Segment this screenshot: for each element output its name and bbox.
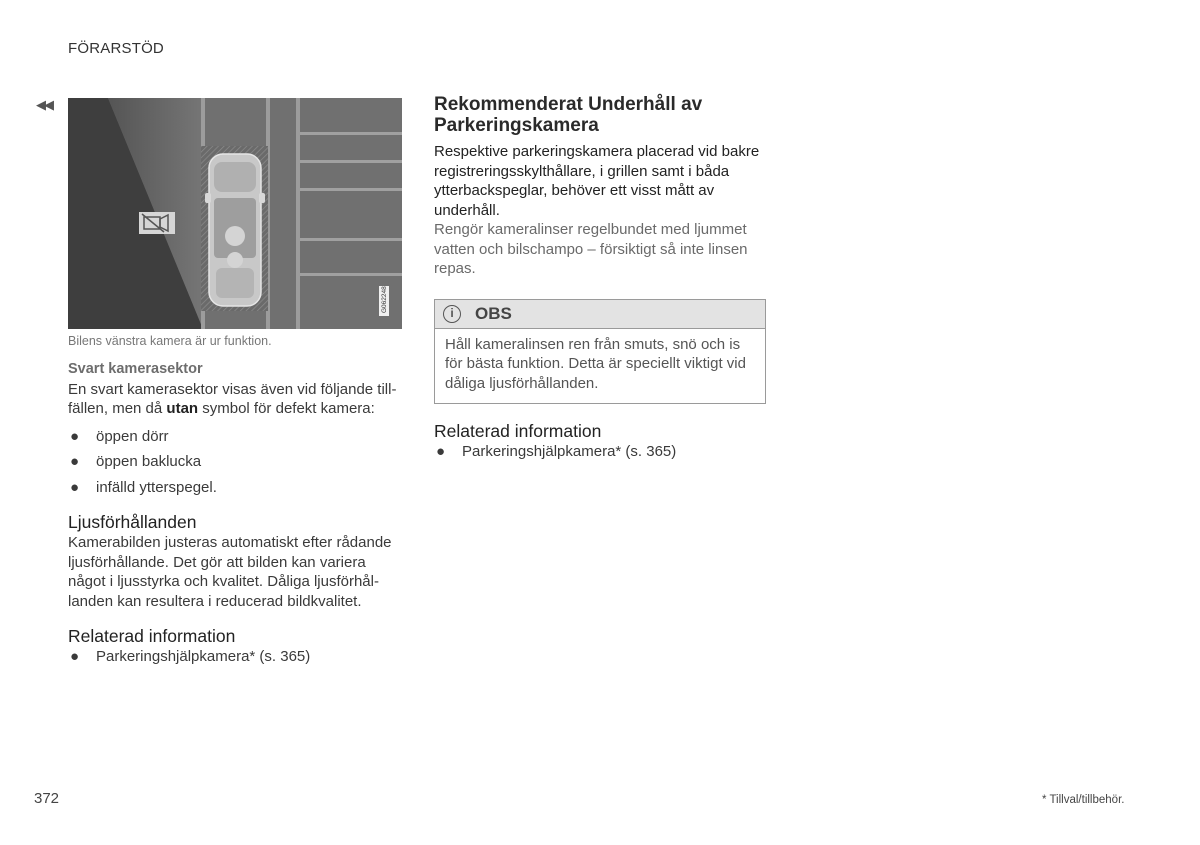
heading-related-info: Relaterad information <box>68 626 236 646</box>
obs-text: Håll kameralinsen ren från smuts, snö och is för bästa funktion. Detta är speciellt viktigt vid dåliga ljusförhållanden. <box>445 335 746 392</box>
left-column <box>68 360 402 673</box>
camera-view-figure <box>68 98 402 329</box>
bullet-icon: ● <box>70 478 80 496</box>
info-icon: i <box>443 305 461 323</box>
related-link[interactable]: ● Parkeringshjälpkamera* (s. 365) <box>436 443 677 460</box>
list-item: ● öppen baklucka <box>70 453 202 470</box>
related-list <box>68 647 402 667</box>
list-item: ● infälld ytterspegel. <box>70 478 217 496</box>
related-list-right <box>434 442 766 462</box>
heading-light-conditions: Ljusförhållanden <box>68 512 197 532</box>
bullet-icon: ● <box>436 443 446 460</box>
bullet-icon: ● <box>70 453 80 470</box>
footnote: * Tillval/tillbehör. <box>1042 794 1125 806</box>
camera-view-illustration <box>68 98 402 329</box>
light-conditions-text: Kamerabilden justeras automatiskt efter rådande ljusförhållande. Det gör att bilden kan variera något i ljusstyrka och kvalitet. Dåliga ljusförhål-landen kan resultera i reducerad bildkvalitet. <box>68 534 392 610</box>
heading-maintenance: Rekommenderat Underhåll av Parkeringskamera <box>434 94 703 136</box>
image-code: G062248 <box>381 286 388 313</box>
obs-header <box>435 300 765 329</box>
heading-related-info-right: Relaterad information <box>434 421 602 441</box>
camera-off-icon <box>139 212 175 234</box>
page-number: 372 <box>34 790 60 807</box>
black-sector-intro: En svart kamerasektor visas även vid följande till-fällen, men då utan symbol för defekt kamera: <box>68 380 397 417</box>
obs-note-box <box>434 299 766 405</box>
subheading-black-sector: Svart kamerasektor <box>68 361 203 377</box>
right-column <box>434 94 766 468</box>
maintenance-para-2: Rengör kameralinser regelbundet med ljummet vatten och bilschampo – försiktigt så inte linsen repas. <box>434 221 748 277</box>
bullet-icon: ● <box>70 427 80 445</box>
related-link[interactable]: ● Parkeringshjälpkamera* (s. 365) <box>70 648 311 665</box>
double-left-triangle-icon[interactable]: ◀◀ <box>36 97 52 112</box>
emphasis-utan: utan <box>166 400 199 417</box>
bullet-icon: ● <box>70 648 80 665</box>
figure-caption: Bilens vänstra kamera är ur funktion. <box>68 334 272 348</box>
maintenance-para-1: Respektive parkeringskamera placerad vid bakre registreringsskylthållare, i grillen samt i båda ytterbackspeglar, behöver ett visst mått av underhåll. <box>434 143 760 219</box>
black-sector-list <box>68 427 402 498</box>
obs-label: OBS <box>475 303 512 323</box>
list-item: ● öppen dörr <box>70 427 169 445</box>
section-header: FÖRARSTÖD <box>68 40 164 57</box>
